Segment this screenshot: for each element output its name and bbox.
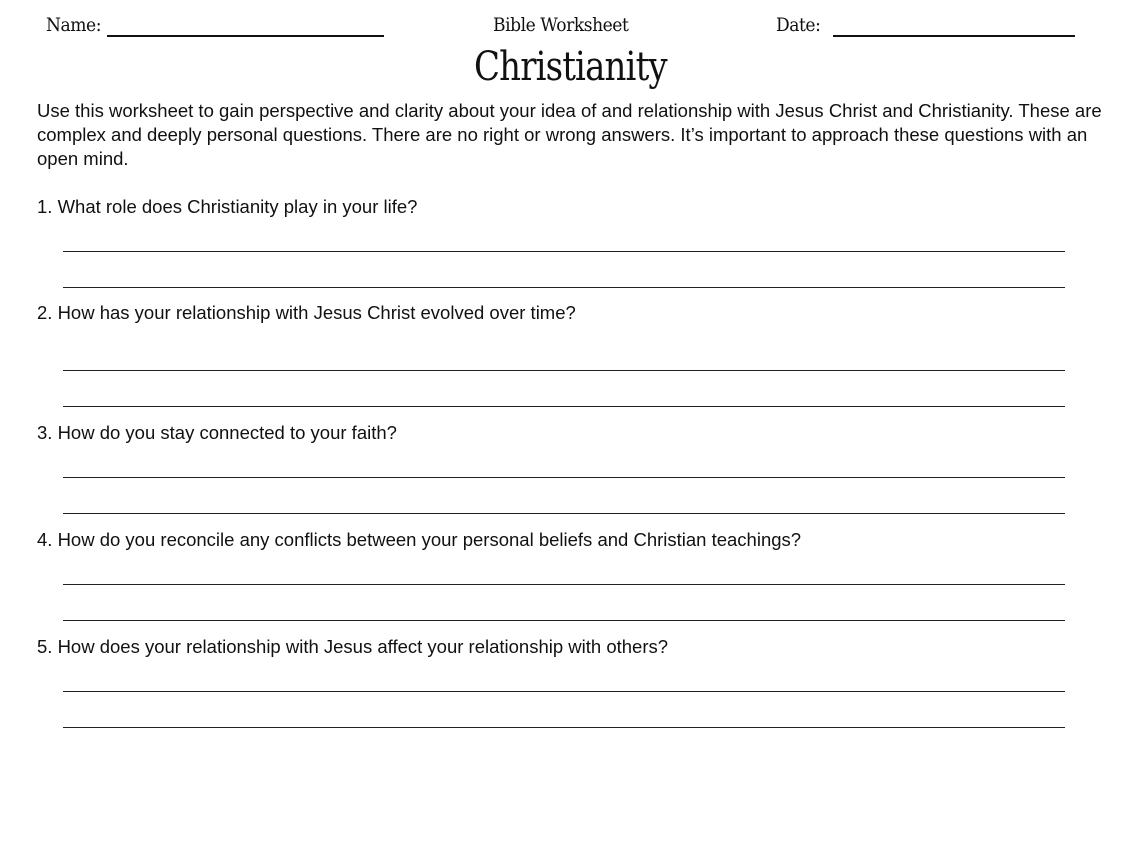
intro-paragraph: Use this worksheet to gain perspective and clarity about your idea of and relationship with Jesus Christ and Christianity. These are complex and deeply personal questions. There are no right or wrong answers. It’s important to approach these questions with an open mind. (37, 100, 1102, 169)
name-label: Name: (46, 14, 102, 36)
question-3: 3. How do you stay connected to your faith? (37, 422, 397, 443)
worksheet-label: Bible Worksheet (493, 14, 629, 36)
answer-line[interactable] (63, 406, 1065, 407)
page-title (0, 44, 1140, 90)
page-title-text: Christianity (473, 44, 667, 90)
question-2: 2. How has your relationship with Jesus Christ evolved over time? (37, 302, 576, 323)
date-field[interactable] (833, 35, 1075, 37)
answer-line[interactable] (63, 584, 1065, 585)
name-field[interactable] (107, 35, 384, 37)
answer-line[interactable] (63, 691, 1065, 692)
answer-line[interactable] (63, 513, 1065, 514)
answer-line[interactable] (63, 287, 1065, 288)
question-5: 5. How does your relationship with Jesus affect your relationship with others? (37, 636, 669, 657)
answer-line[interactable] (63, 477, 1065, 478)
date-label: Date: (776, 14, 821, 36)
answer-line[interactable] (63, 251, 1065, 252)
answer-line[interactable] (63, 727, 1065, 728)
answer-line[interactable] (63, 620, 1065, 621)
answer-line[interactable] (63, 370, 1065, 371)
question-1: 1. What role does Christianity play in your life? (37, 196, 418, 217)
question-4: 4. How do you reconcile any conflicts between your personal beliefs and Christian teachings? (37, 529, 802, 550)
